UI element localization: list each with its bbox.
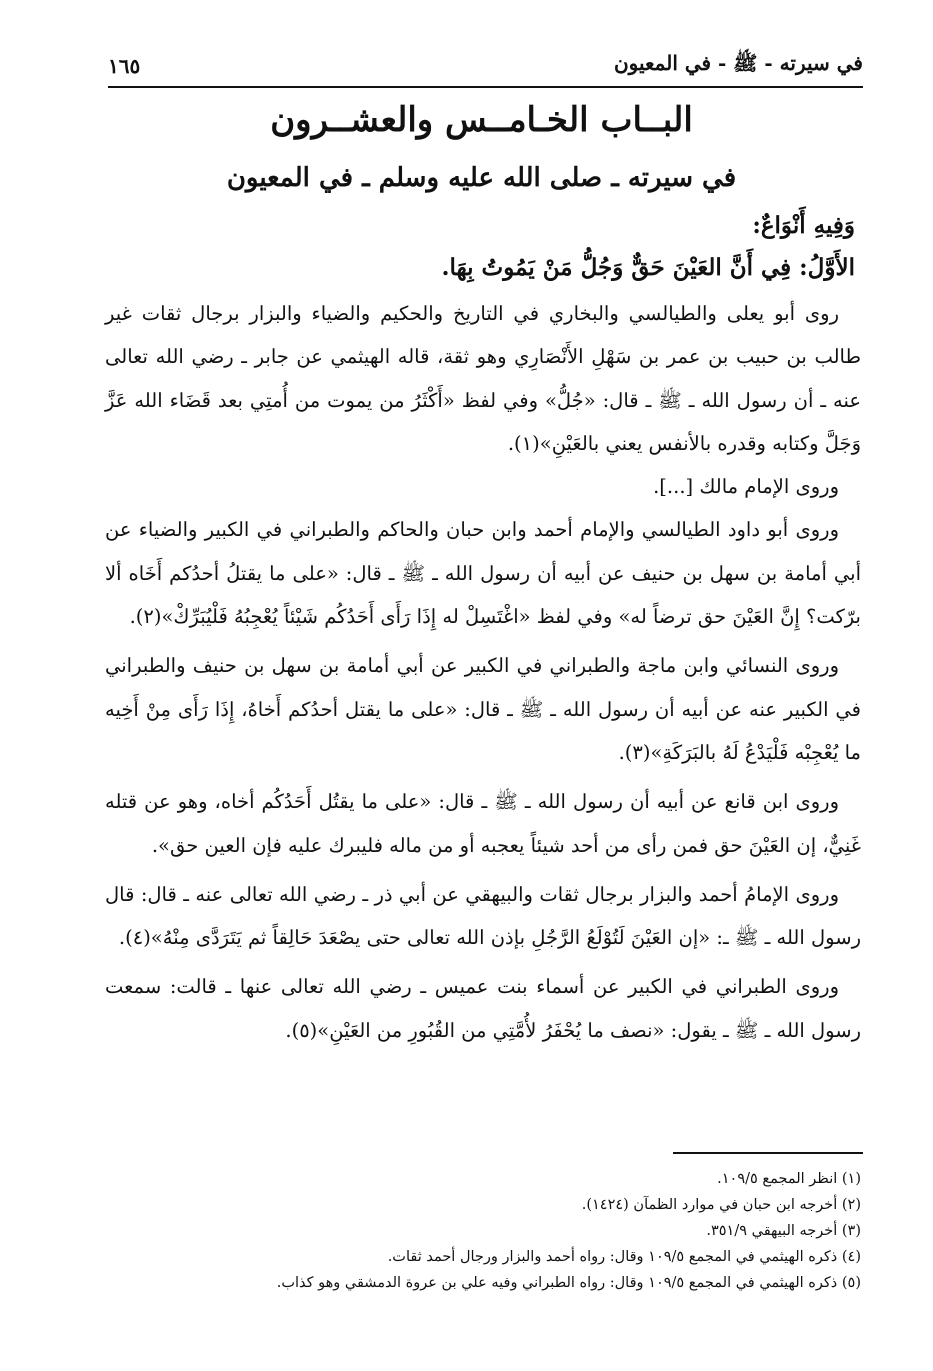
- kinds-heading: وَفِيهِ أَنْوَاعٌ:: [752, 212, 855, 239]
- paragraph: وروى الطبراني في الكبير عن أسماء بنت عميس ـ رضي الله تعالى عنها ـ قالت: سمعت رسول الله ـ ﷺ ـ يقول: «نصف ما يُحْفَرُ لأُمَّتِي من القُبُورِ من العَيْنِ»(٥).: [105, 975, 861, 1042]
- footnote: (٢) أخرجه ابن حبان في موارد الظمآن (١٤٢٤).: [581, 1197, 861, 1213]
- running-header: [108, 34, 863, 88]
- chapter-title: البــاب الخـامــس والعشــرون: [270, 100, 693, 140]
- footnote: (٣) أخرجه البيهقي ٣٥١/٩.: [706, 1223, 861, 1239]
- running-title: في سيرته - ﷺ - في المعيون: [613, 51, 863, 75]
- paragraph: وروى أبو داود الطيالسي والإمام أحمد وابن حبان والحاكم والطبراني في الكبير والضياء عن أبي أمامة بن سهل بن حنيف عن أبيه أن رسول الله ـ ﷺ ـ قال: «على ما يقتلُ أحدُكم أَخَاه ألا برّكت؟ إِنَّ العَيْنَ حق ترضاً له» وفي لفظ «اغْتَسِلْ له إِذَا رَأَى أَحَدُكُم شَيْئاً يُعْجِبُهُ فَلْيُبَرِّكْ»(٢).: [105, 518, 861, 629]
- paragraph: روى أبو يعلى والطيالسي والبخاري في التاريخ والحكيم والضياء والبزار برجال ثقات غير طالب بن حبيب بن عمر بن سَهْلِ الأَنْصَارِي وهو ثقة، قاله الهيثمي عن جابر ـ رضي الله تعالى عنه ـ أن رسول الله ـ ﷺ ـ قال: «جُلُّ» وفي لفظ «أَكْثَرُ من يموت من أُمتِي بعد قَضَاء الله عَزَّ وَجَلَّ وكتابه وقدره بالأنفس يعني بالعَيْنِ»(١).: [105, 302, 861, 455]
- footnote: (١) انظر المجمع ١٠٩/٥.: [717, 1171, 861, 1187]
- page-number: ١٦٥: [108, 54, 141, 78]
- paragraph: وروى ابن قانع عن أبيه أن رسول الله ـ ﷺ ـ قال: «على ما يقتُل أَحَدُكُم أخاه، وهو عن قتله غَنِيٌّ، إن العَيْنَ حق فمن رأى من أحد شيئاً يعجبه أو من ماله فليبرك عليه فإن العين حق».: [105, 790, 861, 857]
- body-text: [105, 292, 861, 1052]
- footnote-divider: [673, 1152, 863, 1154]
- footnote: (٥) ذكره الهيثمي في المجمع ١٠٩/٥ وقال: رواه الطبراني وفيه علي بن عروة الدمشقي وهو كذاب.: [276, 1275, 861, 1291]
- paragraph: وروى النسائي وابن ماجة والطبراني في الكبير عن أبي أمامة بن سهل بن حنيف والطبراني في الكبير عنه عن أبيه أن رسول الله ـ ﷺ ـ قال: «على ما يقتل أحدُكم أَخاهُ، إِذَا رَأَى مِنْ أَخِيه ما يُعْجِبْه فَلْيَدْعُ لَهُ بالبَرَكَةِ»(٣).: [105, 654, 861, 764]
- footnotes: [105, 1166, 861, 1296]
- paragraph: وروى الإمامُ أحمد والبزار برجال ثقات والبيهقي عن أبي ذر ـ رضي الله تعالى عنه ـ قال: قال رسول الله ـ ﷺ ـ: «إن العَيْنَ لَتُوْلَعُ الرَّجُلِ بإذن الله تعالى حتى يصْعَدَ حَالِقاً ثم يَتَرَدَّى مِنْهُ»(٤).: [105, 882, 861, 950]
- first-kind-heading: الأَوَّلُ: فِي أَنَّ العَيْنَ حَقٌّ وَجُلُّ مَنْ يَمُوتُ بِهَا.: [441, 254, 855, 281]
- paragraph: وروى الإمام مالك [...].: [653, 475, 839, 499]
- footnote: (٤) ذكره الهيثمي في المجمع ١٠٩/٥ وقال: رواه أحمد والبزار ورجال أحمد ثقات.: [387, 1249, 861, 1265]
- chapter-subtitle: في سيرته ـ صلى الله عليه وسلم ـ في المعيون: [226, 163, 737, 193]
